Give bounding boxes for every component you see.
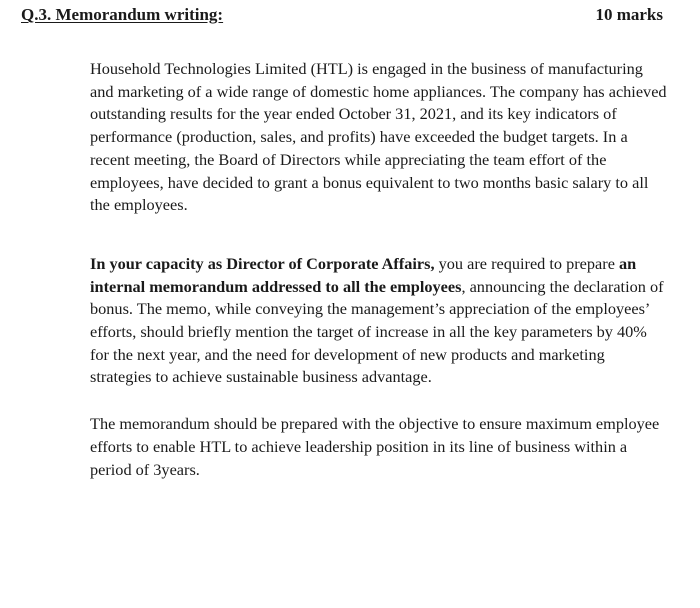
task-paragraph	[90, 253, 668, 389]
scenario-paragraph: Household Technologies Limited (HTL) is engaged in the business of manufacturing and marketing of a wide range of domestic home appliances. The company has achieved outstanding results for the year ended October 31, 2021, and its key indicators of performance (production, sales, and profits) have exceeded the budget targets. In a recent meeting, the Board of Directors while appreciating the team effort of the employees, have decided to grant a bonus equivalent to two months basic salary to all the employees.	[90, 59, 667, 215]
question-title: Q.3. Memorandum writing:	[21, 5, 224, 24]
task-text-2: , announcing the declaration of bonus. The memo, while conveying the management’s appreciation of the employees’ efforts, should briefly mention the target of increase in all the key parameters by 40% for the next year, and the need for development of new products and marketing strategies to achieve sustainable business advantage.	[90, 276, 664, 387]
question-body	[90, 58, 668, 481]
task-text-1: you are required to prepare	[434, 253, 619, 273]
question-header	[21, 5, 663, 29]
objective-paragraph: The memorandum should be prepared with the objective to ensure maximum employee efforts to enable HTL to achieve leadership position in its line of business within a period of 3years.	[90, 414, 660, 479]
task-role-bold: In your capacity as Director of Corporate Affairs,	[90, 253, 435, 273]
task-memo-bold: an internal memorandum addressed to all the employees	[90, 253, 637, 296]
marks-label: 10 marks	[595, 5, 663, 24]
